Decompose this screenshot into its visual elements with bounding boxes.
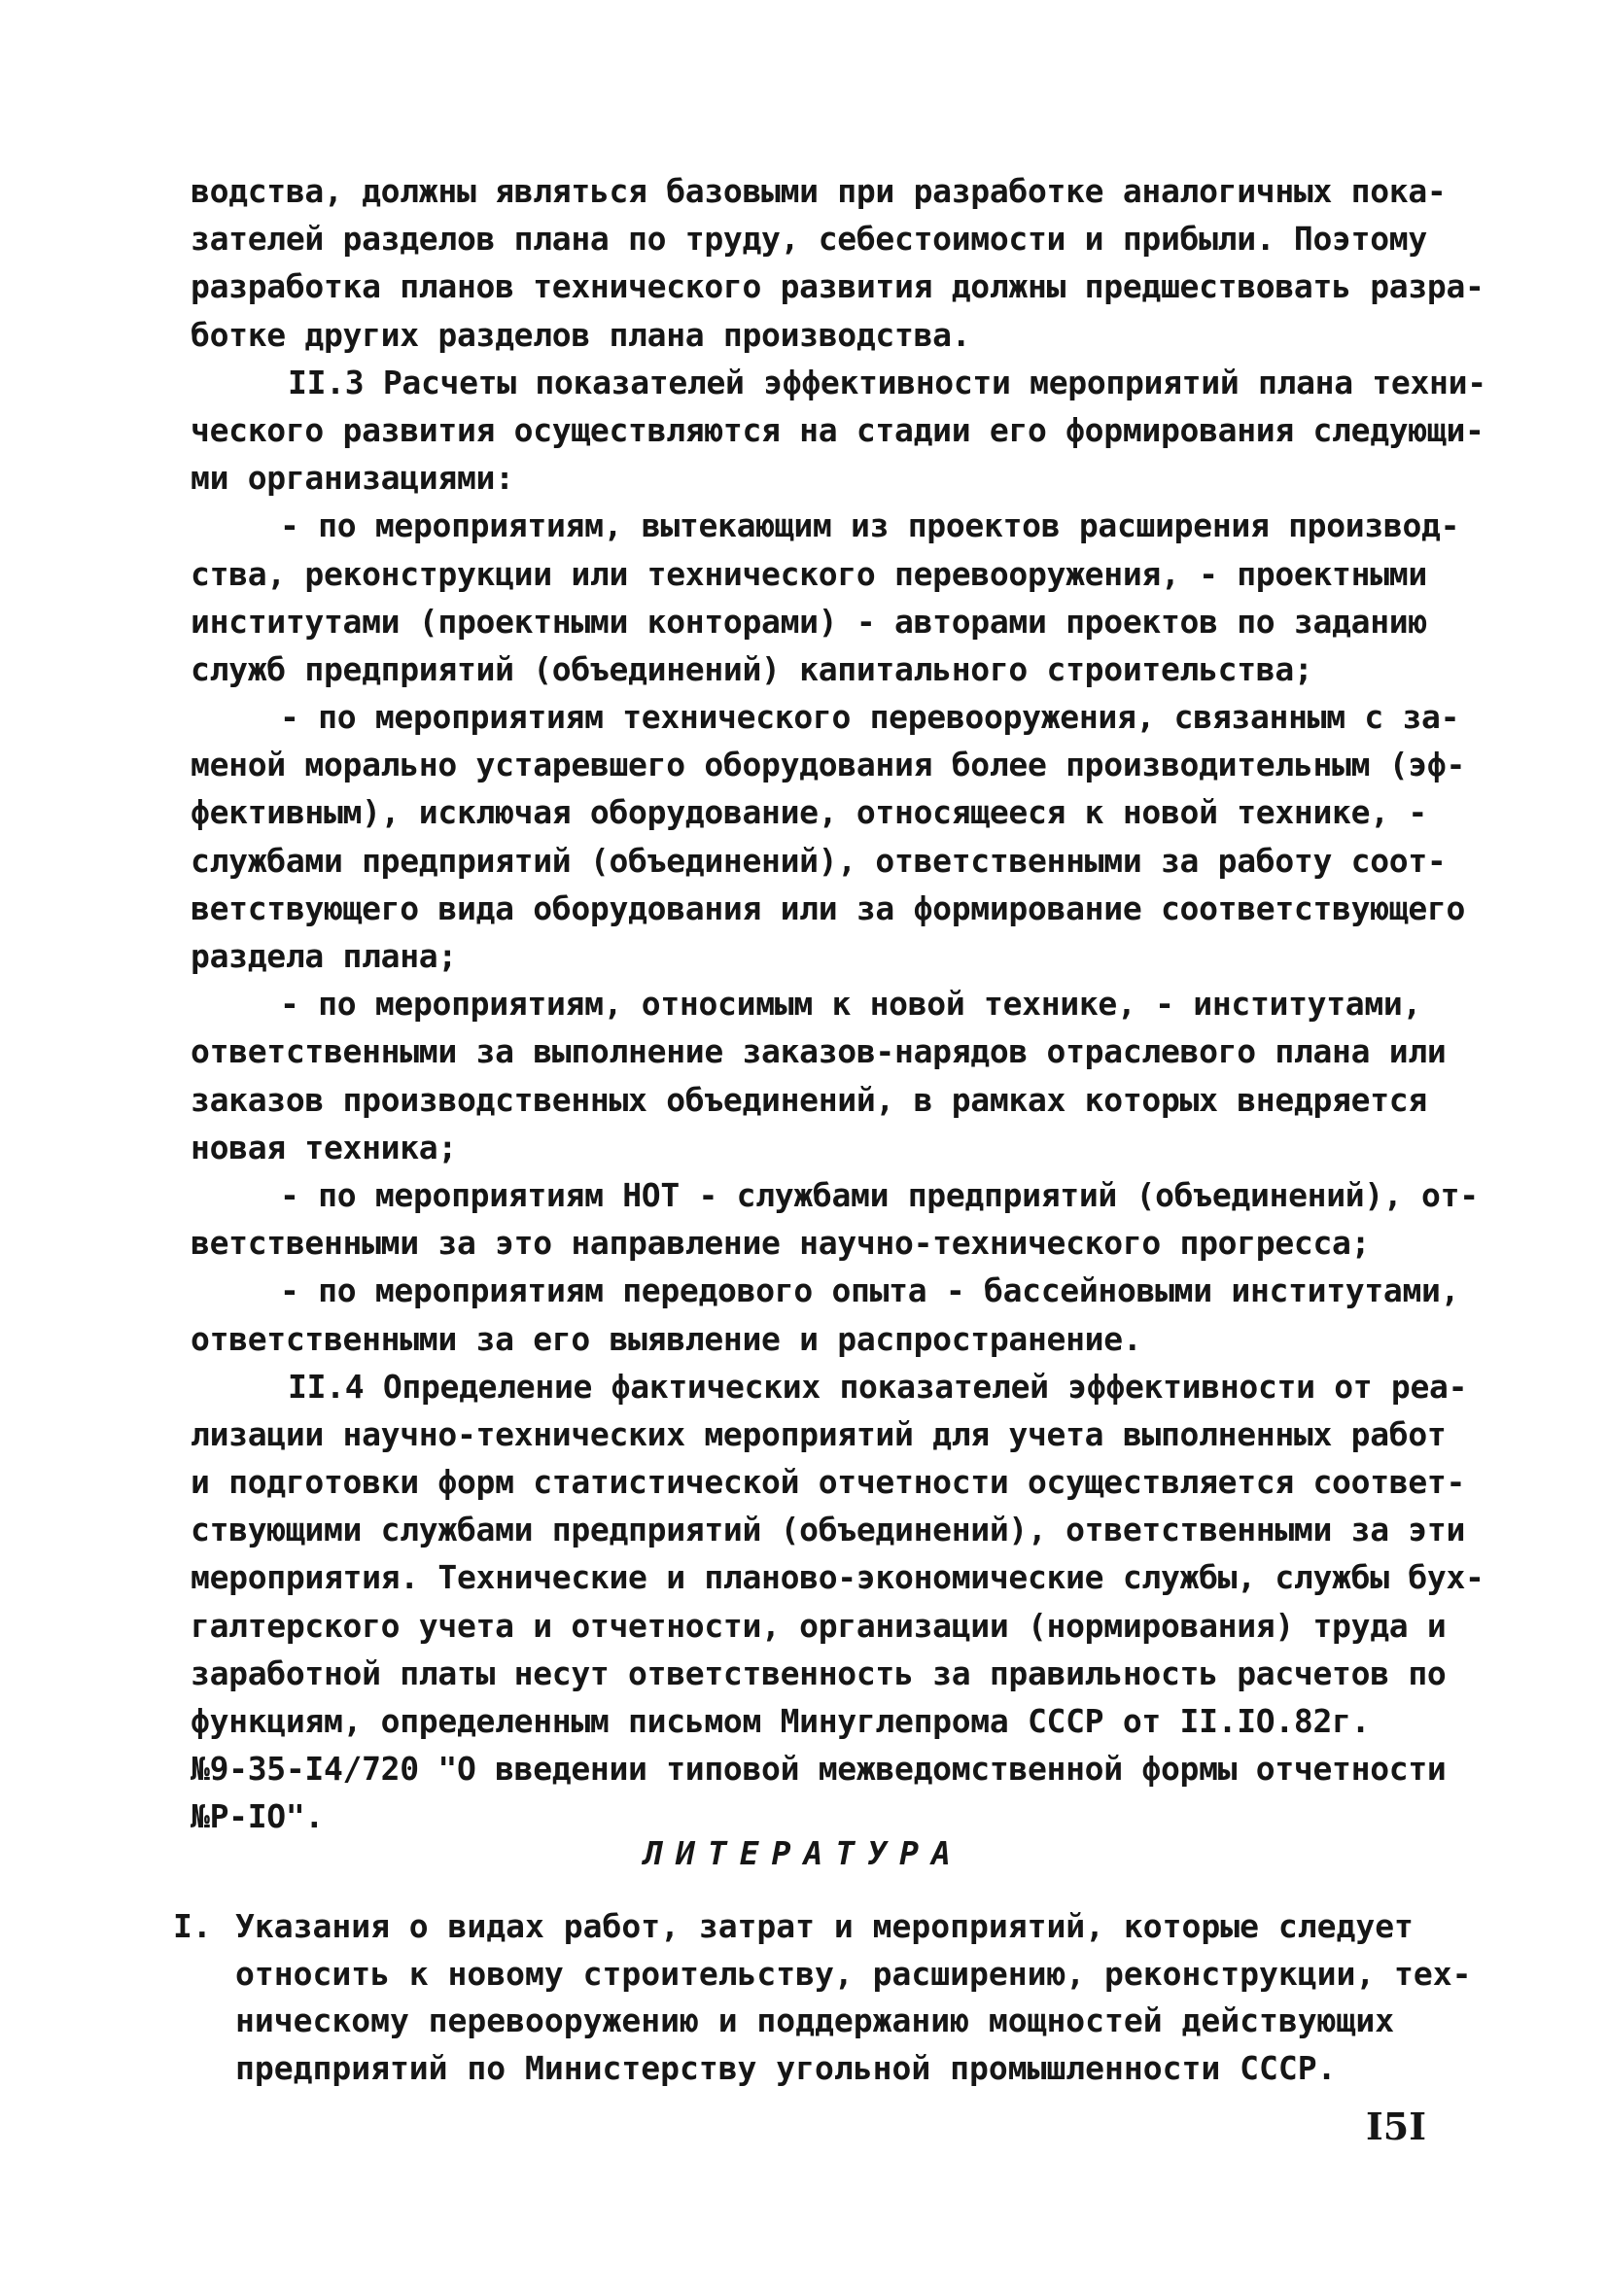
body-line: ветственными за это направление научно-технического прогресса;: [191, 1224, 1371, 1263]
list-dash-item: - по мероприятиям, относимым к новой технике, - институтами,: [280, 985, 1422, 1024]
list-dash-item: - по мероприятиям НОТ - службами предприятий (объединений), от-: [280, 1175, 1479, 1214]
body-line: и подготовки форм статистической отчетности осуществляется соответ-: [191, 1463, 1466, 1502]
body-line: службами предприятий (объединений), ответственными за работу соот-: [191, 841, 1447, 880]
body-line: лизации научно-технических мероприятий для учета выполненных работ: [191, 1414, 1447, 1453]
literature-list: [173, 1903, 1476, 2092]
list-dash-item: - по мероприятиям передового опыта - бассейновыми институтами,: [280, 1271, 1460, 1310]
body-line: фективным), исключая оборудование, относящееся к новой технике, -: [191, 793, 1427, 832]
body-line: разработка планов технического развития должны предшествовать разра-: [191, 267, 1485, 306]
body-line: служб предприятий (объединений) капитального строительства;: [191, 649, 1313, 688]
body-line: №9-35-I4/720 "О введении типовой межведомственной формы отчетности: [191, 1750, 1447, 1789]
body-line: зателей разделов плана по труду, себестоимости и прибыли. Поэтому: [191, 220, 1427, 259]
body-line: заказов производственных объединений, в рамках которых внедряется: [191, 1080, 1427, 1119]
body-line: раздела плана;: [191, 937, 457, 975]
list-dash-item: - по мероприятиям, вытекающим из проектов расширения производ-: [280, 506, 1460, 545]
literature-item-text: [173, 1903, 1476, 2092]
literature-item: [173, 1903, 1476, 2092]
body-line: мероприятия. Технические и планово-экономические службы, службы бух-: [191, 1558, 1485, 1597]
body-line: галтерского учета и отчетности, организации (нормирования) труда и: [191, 1606, 1447, 1645]
literature-item-number: I.: [173, 1907, 212, 1945]
body-line: ответственными за его выявление и распространение.: [191, 1319, 1142, 1358]
body-line: ствующими службами предприятий (объединений), ответственными за эти: [191, 1511, 1466, 1549]
body-line: меной морально устаревшего оборудования более производительным (эф-: [191, 746, 1466, 784]
body-line: ми организациями:: [191, 459, 514, 498]
body-line: ветствующего вида оборудования или за формирование соответствующего: [191, 888, 1466, 927]
body-line: ческого развития осуществляются на стадии его формирования следующи-: [191, 410, 1485, 449]
literature-heading: ЛИТЕРАТУРА: [644, 1834, 963, 1872]
section-11-4-start: II.4 Определение фактических показателей эффективности от реа-: [288, 1367, 1468, 1406]
body-text: [191, 167, 1484, 1841]
literature-line: относить к новому строительству, расширению, реконструкции, тех-: [235, 1954, 1472, 1993]
list-dash-item: - по мероприятиям технического перевооружения, связанным с за-: [280, 698, 1460, 737]
body-line: №Р-IO".: [191, 1797, 324, 1836]
literature-line: ническому перевооружению и поддержанию мощностей действующих: [235, 2001, 1395, 2039]
body-line: институтами (проектными конторами) - авторами проектов по заданию: [191, 602, 1427, 641]
literature-line: Указания о видах работ, затрат и мероприятий, которые следует: [235, 1907, 1414, 1945]
body-line: водства, должны являться базовыми при разработке аналогичных пока-: [191, 172, 1447, 210]
body-line: функциям, определенным письмом Минуглепрома СССР от II.IO.82г.: [191, 1702, 1371, 1740]
body-line: ства, реконструкции или технического перевооружения, - проектными: [191, 554, 1427, 593]
body-line: ответственными за выполнение заказов-нарядов отраслевого плана или: [191, 1032, 1447, 1071]
body-line: заработной платы несут ответственность за правильность расчетов по: [191, 1653, 1447, 1692]
literature-line: предприятий по Министерству угольной промышленности СССР.: [235, 2048, 1337, 2087]
page-number: I5I: [1366, 2105, 1426, 2148]
body-line: новая техника;: [191, 1128, 457, 1166]
body-line: ботке других разделов плана производства.: [191, 315, 971, 354]
section-11-3-start: II.3 Расчеты показателей эффективности мероприятий плана техни-: [288, 363, 1486, 401]
